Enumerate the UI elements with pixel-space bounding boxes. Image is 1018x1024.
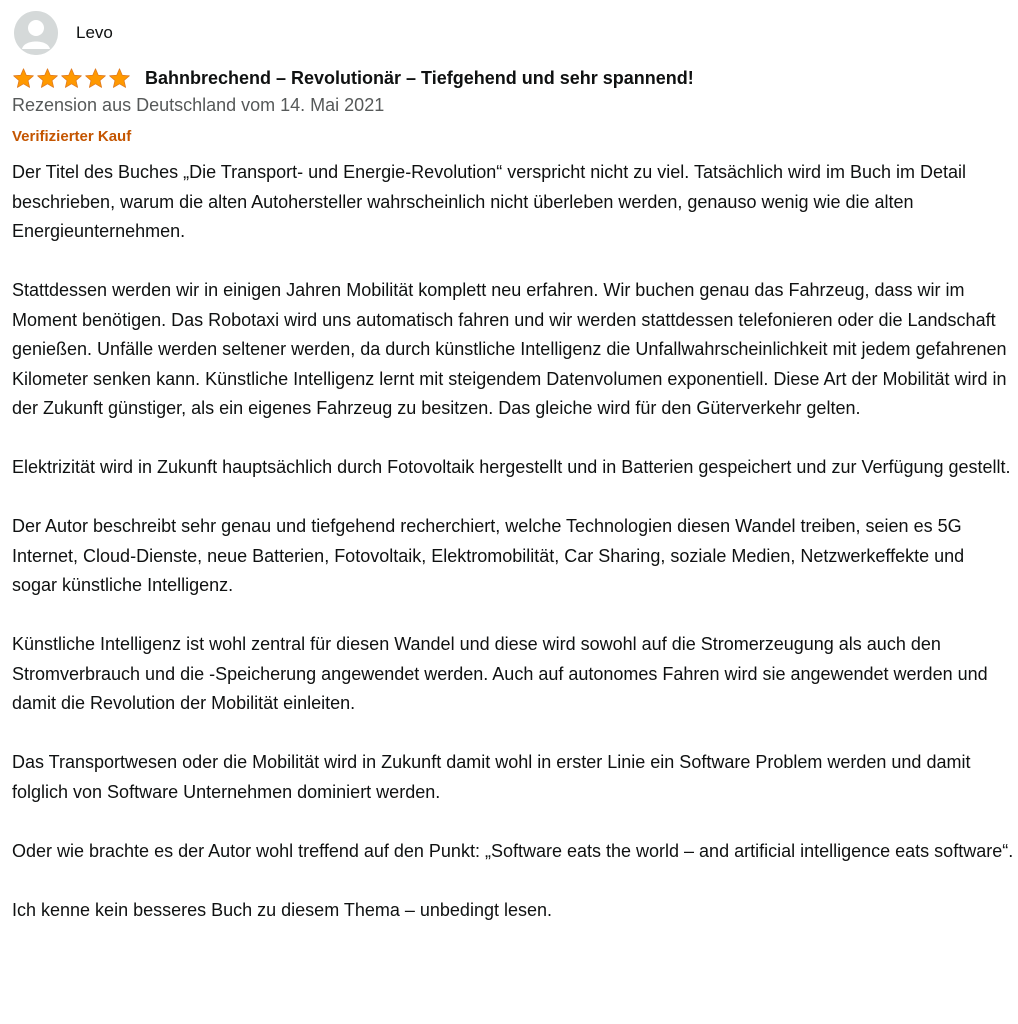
review-paragraph: Der Titel des Buches „Die Transport- und Energie-Revolution“ verspricht nicht zu viel. Tatsächlich wird im Buch im Detail beschrieben, warum die alten Autohersteller wahrscheinlich nicht überleben werden, genauso wenig wie die alten Energieunternehmen. — [12, 162, 967, 241]
review-paragraph: Stattdessen werden wir in einigen Jahren Mobilität komplett neu erfahren. Wir buchen genau das Fahrzeug, dass wir im Moment benötigen. Das Robotaxi wird uns automatisch fahren und wir werden stattdessen telefonieren oder die Landschaft genießen. Unfälle werden seltener werden, da durch künstliche Intelligenz die Unfallwahrscheinlichkeit mit jedem gefahrenen Kilometer senken kann. Künstliche Intelligenz lernt mit steigendem Datenvolumen exponentiell. Diese Art der Mobilität wird in der Zukunft günstiger, als ein eigenes Fahrzeug zu besitzen. Das gleiche wird für den Güterverkehr gelten. — [12, 280, 1007, 418]
reviewer-profile[interactable] — [14, 10, 113, 56]
review-paragraph: Elektrizität wird in Zukunft hauptsächlich durch Fotovoltaik hergestellt und in Batterien gespeichert und zur Verfügung gestellt. — [12, 457, 1011, 477]
star-rating[interactable] — [12, 67, 131, 90]
review-paragraph: Künstliche Intelligenz ist wohl zentral für diesen Wandel und diese wird sowohl auf die Stromerzeugung als auch den Stromverbrauch und die -Speicherung angewendet werden. Auch auf autonomes Fahren wird sie angewendet werden und damit die Revolution der Mobilität einleiten. — [12, 634, 988, 713]
review-paragraph: Das Transportwesen oder die Mobilität wird in Zukunft damit wohl in erster Linie ein Software Problem werden und damit folglich von Software Unternehmen dominiert werden. — [12, 752, 971, 802]
review-title[interactable]: Bahnbrechend – Revolutionär – Tiefgehend und sehr spannend! — [145, 67, 694, 88]
review-heading — [12, 64, 694, 92]
star-icon — [84, 67, 107, 90]
review-date: Rezension aus Deutschland vom 14. Mai 2021 — [12, 95, 385, 115]
verified-purchase-badge: Verifizierter Kauf — [12, 128, 132, 145]
reviewer-name[interactable]: Levo — [76, 23, 113, 42]
review-paragraph: Der Autor beschreibt sehr genau und tiefgehend recherchiert, welche Technologien diesen Wandel treiben, seien es 5G Internet, Cloud-Dienste, neue Batterien, Fotovoltaik, Elektromobilität, Car Sharing, soziale Medien, Netzwerkeffekte und sogar künstliche Intelligenz. — [12, 516, 965, 595]
star-icon — [12, 67, 35, 90]
star-icon — [60, 67, 83, 90]
review-paragraph: Oder wie brachte es der Autor wohl treffend auf den Punkt: „Software eats the world – and artificial intelligence eats software“. — [12, 840, 1014, 861]
star-icon — [36, 67, 59, 90]
star-icon — [108, 67, 131, 90]
user-avatar-icon[interactable] — [14, 11, 58, 55]
review-paragraph: Ich kenne kein besseres Buch zu diesem Thema – unbedingt lesen. — [12, 899, 552, 920]
review-body — [12, 158, 1014, 955]
